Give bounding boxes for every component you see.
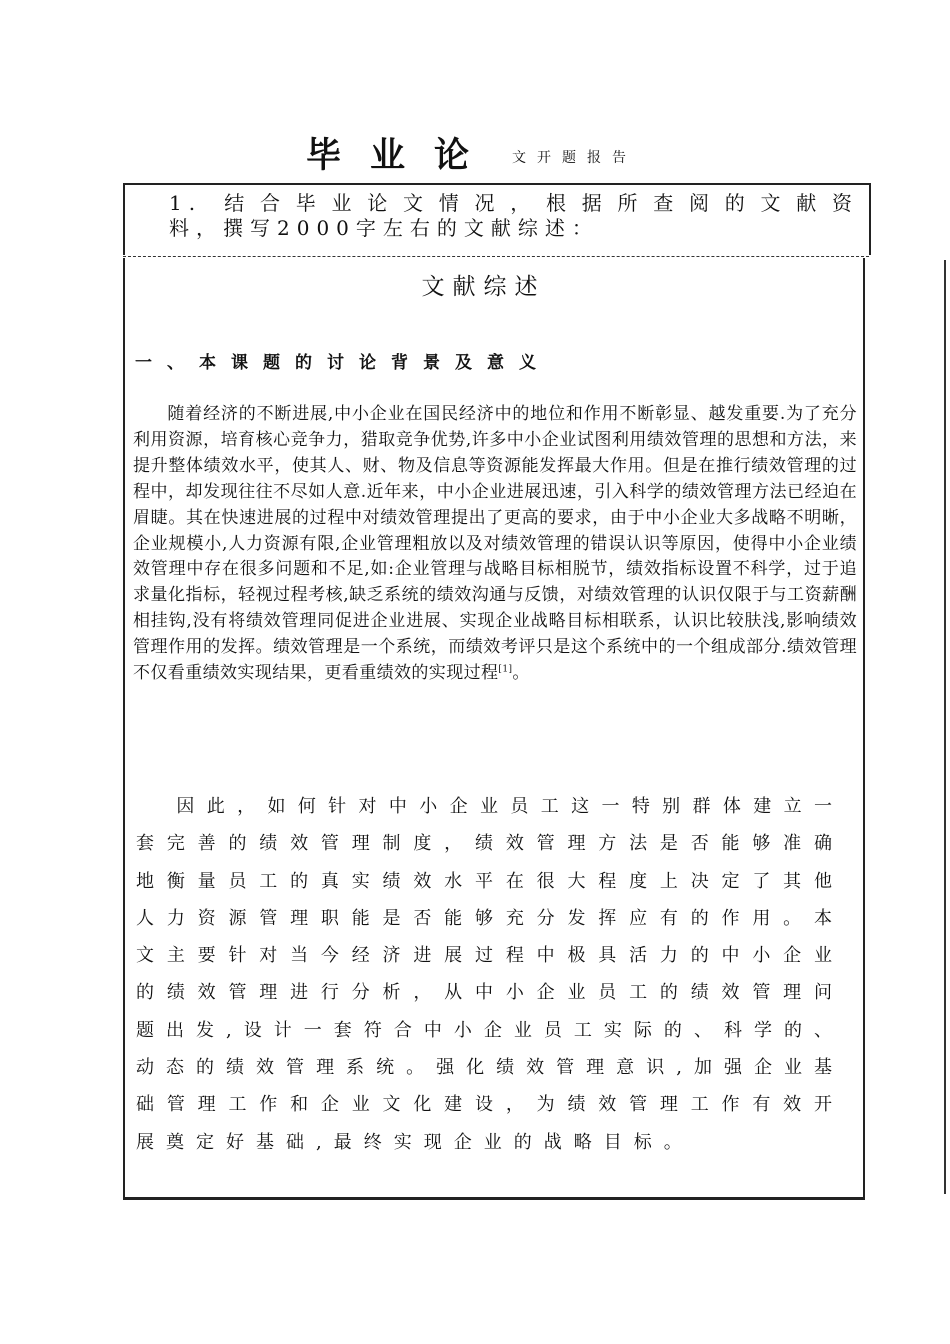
title-large-text: 毕业论: [306, 136, 499, 176]
title-small-text: 文开题报告: [512, 150, 637, 166]
paragraph-1-text: 随着经济的不断进展,中小企业在国民经济中的地位和作用不断彰显、越发重要.为了充分利用资源，培育核心竞争力，猎取竞争优势,许多中小企业试图利用绩效管理的思想和方法，来提升整体绩效水平，使其人、财、物及信息等资源能发挥最大作用。但是在推行绩效管理的过程中，却发现往往不尽如人意.近年来，中小企业进展迅速，引入科学的绩效管理方法已经迫在眉睫。其在快速进展的过程中对绩效管理提出了更高的要求，由于中小企业大多战略不明晰，企业规模小,人力资源有限,企业管理粗放以及对绩效管理的错误认识等原因，使得中小企业绩效管理中存在很多问题和不足,如:企业管理与战略目标相脱节，绩效指标设置不科学，过于追求量化指标，轻视过程考核,缺乏系统的绩效沟通与反馈，对绩效管理的认识仅限于与工资薪酬相挂钩,没有将绩效管理同促进企业进展、实现企业战略目标相联系，认识比较肤浅,影响绩效管理作用的发挥。绩效管理是一个系统，而绩效考评只是这个系统中的一个组成部分.绩效管理不仅看重绩效实现结果，更看重绩效的实现过程: [133, 404, 857, 684]
paragraph-1-end: 。: [512, 663, 530, 684]
report-title: [0, 124, 950, 174]
instruction-box: [123, 183, 871, 255]
instruction-text: [169, 191, 859, 241]
citation-ref: [1]: [498, 664, 513, 675]
paragraph-2-text: 因此，如何针对中小企业员工这一特别群体建立一套完善的绩效管理制度，绩效管理方法是否能够准确地衡量员工的真实绩效水平在很大程度上决定了其他人力资源管理职能是否能够充分发挥应有的作用。本文主要针对当今经济进展过程中极具活力的中小企业的绩效管理进行分析，从中小企业员工的绩效管理问题出发,设计一套符合中小企业员工实际的、科学的、动态的绩效管理系统。强化绩效管理意识,加强企业基础管理工作和企业文化建设，为绩效管理工作有效开展奠定好基础,最终实现企业的战略目标。: [136, 796, 844, 1153]
page-edge-line: [944, 260, 946, 1194]
dashed-divider: [123, 256, 869, 257]
paragraph-significance: [136, 788, 844, 1161]
instruction-line-2: 料，撰写2000字左右的文献综述：: [169, 216, 599, 240]
section-title: 文献综述: [421, 274, 546, 300]
paragraph-background: [133, 402, 857, 687]
subsection-heading: 一、本课题的讨论背景及意义: [135, 353, 551, 373]
instruction-line-1: 1. 结合毕业论文情况，根据所查阅的文献资: [169, 191, 859, 215]
